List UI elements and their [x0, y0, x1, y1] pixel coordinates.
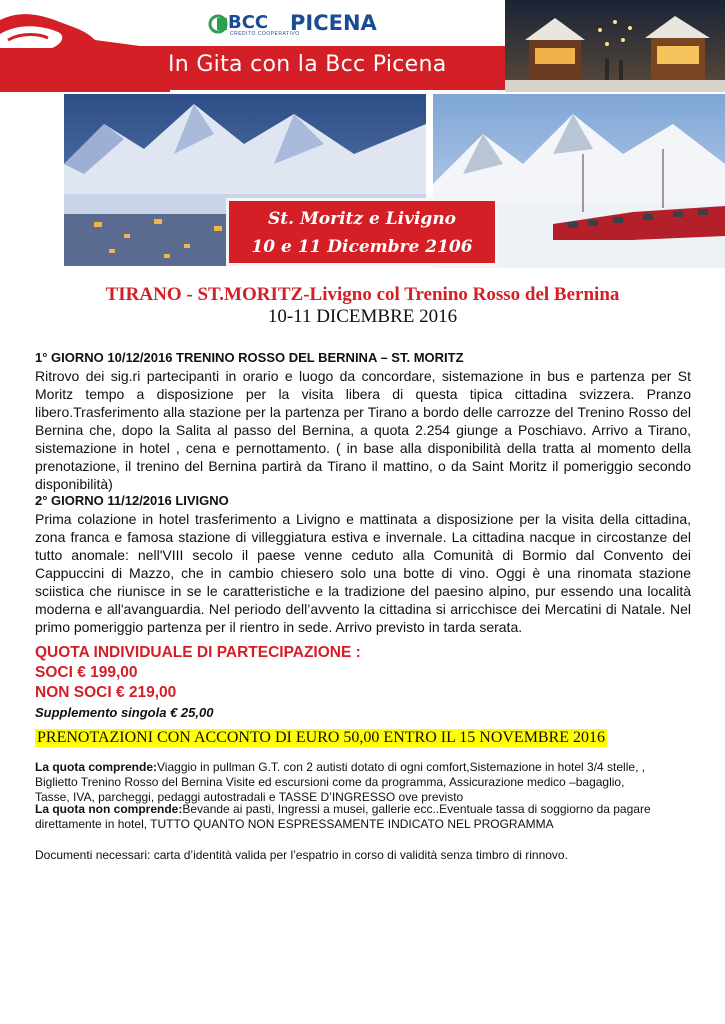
hero-title-box: [226, 198, 498, 266]
page-title: TIRANO - ST.MORITZ-Livigno col Trenino Rosso del Bernina: [105, 284, 620, 305]
price-section: [35, 643, 361, 723]
header-swoosh-graphic: [0, 0, 170, 92]
documents-note: Documenti necessari: carta d’identità valida per l’espatrio in corso di validità senza timbro di rinnovo.: [35, 848, 568, 862]
logo-bcc: BCC: [228, 12, 269, 33]
price-members: SOCI € 199,00: [35, 664, 138, 681]
page-date: 10-11 DICEMBRE 2016: [267, 306, 458, 327]
booking-notice: PRENOTAZIONI CON ACCONTO DI EURO 50,00 ENTRO IL 15 NOVEMBRE 2016: [37, 729, 606, 746]
banner-title: In Gita con la Bcc Picena: [168, 52, 447, 77]
day1-heading: 1° GIORNO 10/12/2016 TRENINO ROSSO DEL BERNINA – ST. MORITZ: [35, 350, 464, 365]
day2-section: [35, 492, 691, 636]
single-supplement: Supplemento singola € 25,00: [35, 705, 214, 720]
hero-line2: 10 e 11 Dicembre 2106: [251, 237, 473, 257]
logo-name: PICENA: [290, 11, 377, 35]
price-heading: QUOTA INDIVIDUALE DI PARTECIPAZIONE :: [35, 644, 361, 661]
excludes-label: La quota non comprende:: [35, 802, 183, 816]
day2-heading: 2° GIORNO 11/12/2016 LIVIGNO: [35, 493, 229, 508]
includes-text: Viaggio in pullman G.T. con 2 autisti dotato di ogni comfort,Sistemazione in hotel 3/4 stelle, , Biglietto Trenino Rosso del Bernina Visite ed escursioni come da programma, Assicurazione medico –bagaglio, Tasse, IVA, parcheggi, pedaggi autostradali e TASSE D’INGRESSO ove previsto: [35, 760, 646, 804]
header: [0, 0, 725, 92]
hero-line1: St. Moritz e Livigno: [267, 209, 457, 229]
includes-section: [35, 760, 655, 805]
logo-subtitle: CREDITO COOPERATIVO: [230, 31, 300, 37]
day1-section: [35, 349, 691, 493]
excludes-text: Bevande ai pasti, Ingressi a musei, gallerie ecc..Eventuale tassa di soggiorno da pagare direttamente in hotel, TUTTO QUANTO NON ESPRESSAMENTE INDICATO NEL PROGRAMMA: [35, 802, 651, 831]
day1-text: Ritrovo dei sig.ri partecipanti in orario e luogo da concordare, sistemazione in bus e partenza per St Moritz tempo a disposizione per la visita libera di questa tipica cittadina svizzera. Pranzo libero.Trasferimento alla stazione per la partenza per Tirano a bordo delle carrozze del Trenino Rosso del Bernina che, dopo la Salita al passo del Bernina, a quota 2.254 giunge a Poschiavo. Arrivo a Tirano, sistemazione in hotel , cena e pernottamento. ( in base alla disponibilità della tratta al momento della prenotazione, il trenino del Bernina partirà da Tirano il mattino, o da Saint Moritz il pomeriggio secondo disponibilità): [35, 368, 691, 492]
price-non-members: NON SOCI € 219,00: [35, 684, 177, 701]
excludes-section: [35, 802, 655, 832]
includes-label: La quota comprende:: [35, 760, 158, 774]
day2-text: Prima colazione in hotel trasferimento a Livigno e mattinata a disposizione per la visita della cittadina, zona franca e famosa stazione di villeggiatura estiva e invernale. La cittadina nacque in circostanze del tutto anomale: nell'VIII secolo il paese venne ceduto alla Comunità di Bormio dal Convento dei Cappuccini di Mazzo, che in cambio chiesero solo una botte di vino. Oggi è una rinomata stazione sciistica che riunisce in se le caratteristiche e la tradizione del paesino alpino, pur essendo una località moderna e all'avanguardia. Nel periodo dell’avvento la cittadina si arricchisce dei Mercatini di Natale. Nel primo pomeriggio partenza per il rientro in sede. Arrivo previsto in tarda serata.: [35, 511, 691, 635]
christmas-market-photo: [505, 0, 725, 92]
